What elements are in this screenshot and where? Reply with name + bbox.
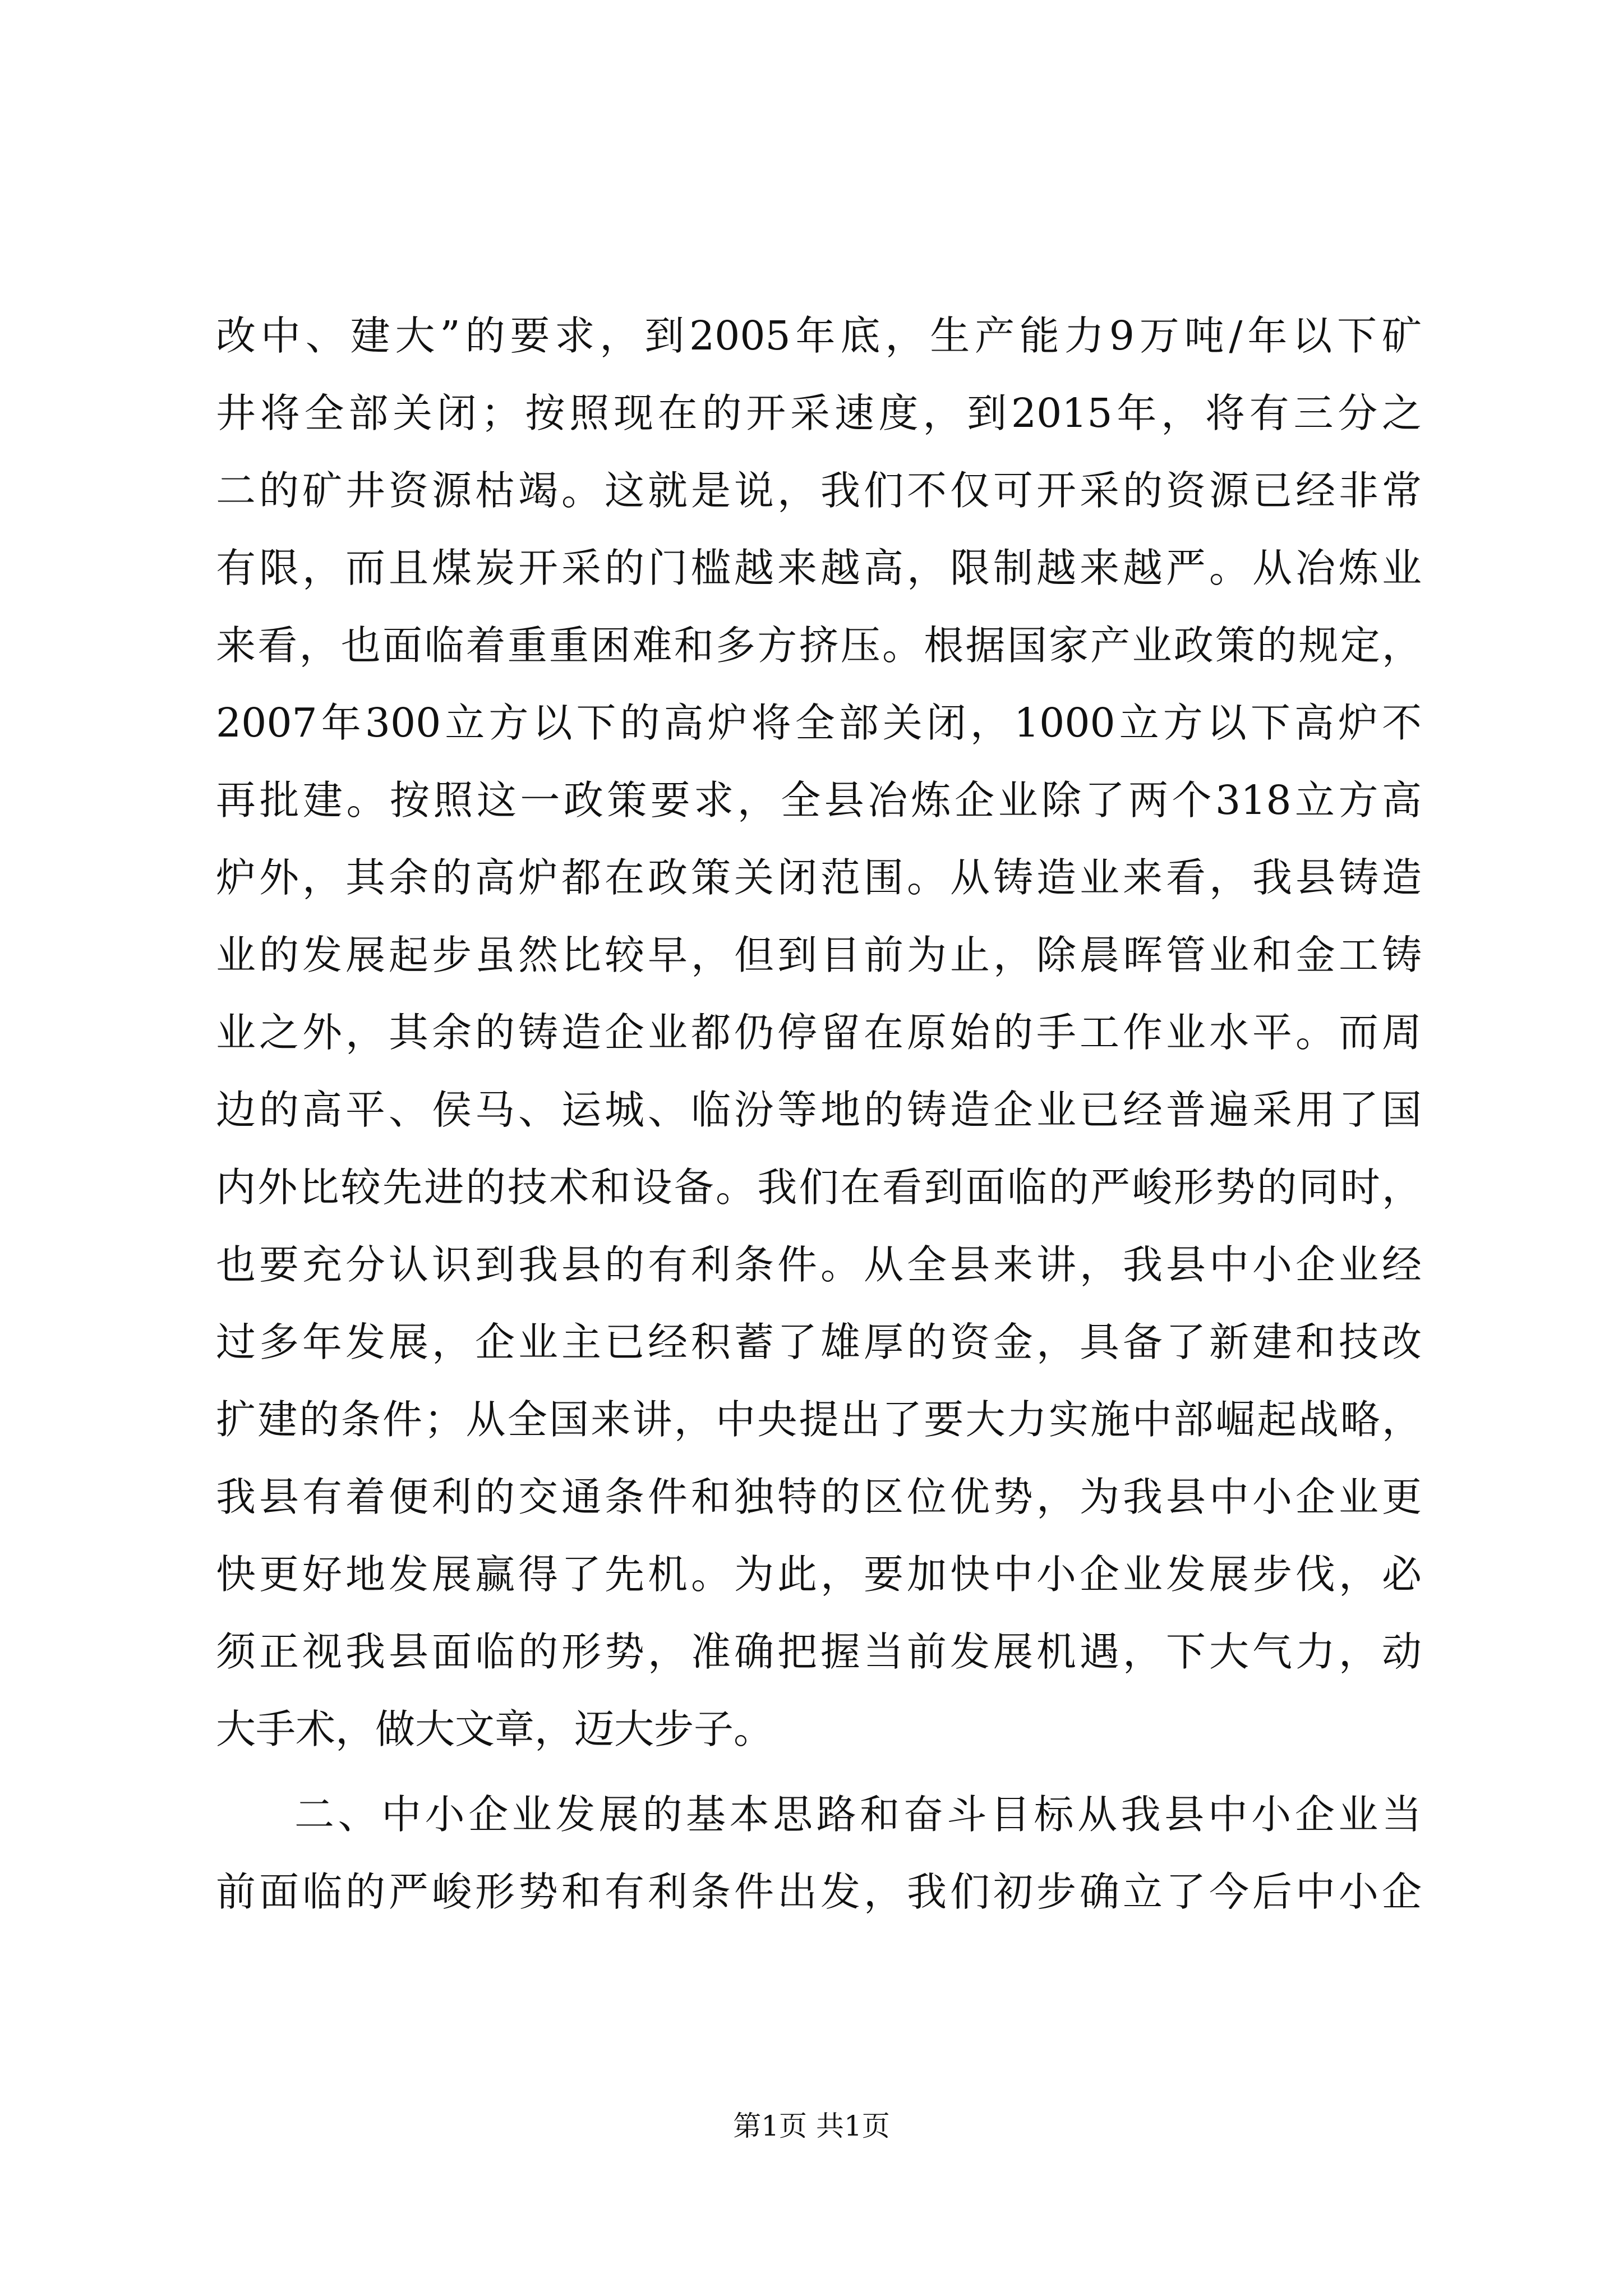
text-line: 改中、建大”的要求，到2005年底，生产能力9万吨/年以下矿 [216,312,1422,359]
text-line: 内外比较先进的技术和设备。我们在看到面临的严峻形势的同时， [216,1164,1422,1211]
section-heading-line: 二、中小企业发展的基本思路和奋斗目标从我县中小企业当 [294,1791,1422,1838]
text-line: 再批建。按照这一政策要求，全县冶炼企业除了两个318立方高 [216,777,1422,823]
text-line: 扩建的条件；从全国来讲，中央提出了要大力实施中部崛起战略， [216,1396,1422,1443]
text-line: 炉外，其余的高炉都在政策关闭范围。从铸造业来看，我县铸造 [216,854,1422,901]
text-line: 我县有着便利的交通条件和独特的区位优势，为我县中小企业更 [216,1474,1422,1520]
page-footer: 第1页 共1页 [733,2110,890,2142]
text-line: 前面临的严峻形势和有利条件出发，我们初步确立了今后中小企 [216,1869,1422,1915]
text-line: 须正视我县面临的形势，准确把握当前发展机遇，下大气力，动 [216,1628,1422,1675]
text-line-paragraph-end: 大手术，做大文章，迈大步子。 [216,1706,774,1752]
text-line: 边的高平、侯马、运城、临汾等地的铸造企业已经普遍采用了国 [216,1087,1422,1133]
text-line: 2007年300立方以下的高炉将全部关闭，1000立方以下高炉不 [216,700,1422,746]
text-line: 井将全部关闭；按照现在的开采速度，到2015年，将有三分之 [216,390,1422,436]
text-line: 二的矿井资源枯竭。这就是说，我们不仅可开采的资源已经非常 [216,467,1422,514]
text-line: 业之外，其余的铸造企业都仍停留在原始的手工作业水平。而周 [216,1009,1422,1056]
body-text [216,297,1422,1931]
text-line: 快更好地发展赢得了先机。为此，要加快中小企业发展步伐，必 [216,1551,1422,1598]
text-line: 业的发展起步虽然比较早，但到目前为止，除晨晖管业和金工铸 [216,932,1422,978]
text-line: 有限，而且煤炭开采的门槛越来越高，限制越来越严。从冶炼业 [216,545,1422,591]
text-line: 过多年发展，企业主已经积蓄了雄厚的资金，具备了新建和技改 [216,1319,1422,1365]
text-line: 来看，也面临着重重困难和多方挤压。根据国家产业政策的规定， [216,622,1422,669]
text-line: 也要充分认识到我县的有利条件。从全县来讲，我县中小企业经 [216,1241,1422,1288]
